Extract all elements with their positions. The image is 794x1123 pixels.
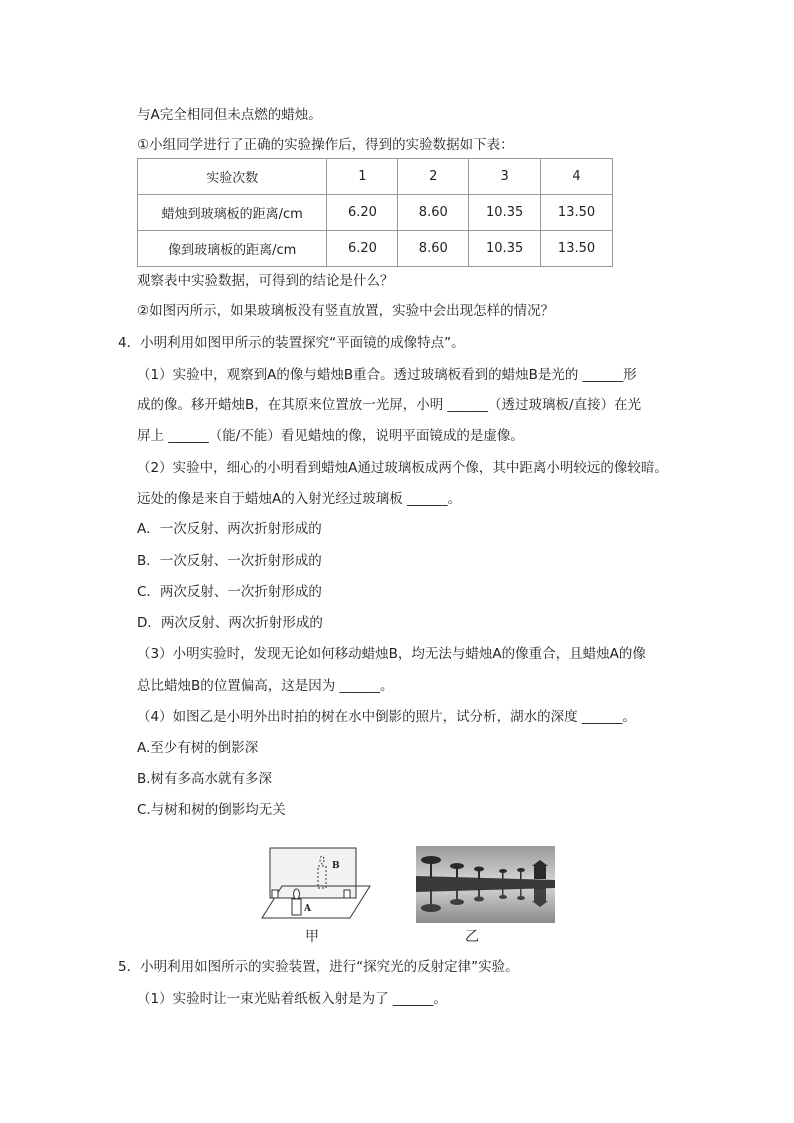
text-line-9: （2）实验中，细心的小明看到蜡烛A通过玻璃板成两个像，其中距离小明较远的像较暗。 <box>137 460 668 476</box>
text-line-2: ①小组同学进行了正确的实验操作后，得到的实验数据如下表： <box>137 137 514 153</box>
text-line-17: （4）如图乙是小明外出时拍的树在水中倒影的照片，试分析，湖水的深度 ______。 <box>137 709 636 725</box>
table-header-cell: 3 <box>469 159 541 195</box>
table-header-row <box>138 159 613 195</box>
table-cell: 10.35 <box>469 195 541 231</box>
table-header-cell: 1 <box>327 159 398 195</box>
text-line-8: 屏上 ______（能/不能）看见蜡烛的像，说明平面镜成的是虚像。 <box>137 428 524 444</box>
table-header-cell: 2 <box>398 159 469 195</box>
figure-jia-mirror-setup <box>258 844 374 924</box>
text-line-22: （1）实验时让一束光贴着纸板入射是为了 ______。 <box>137 991 447 1007</box>
option-d: D．两次反射、两次折射形成的 <box>137 615 323 631</box>
question-4-title: 4．小明利用如图甲所示的装置探究“平面镜的成像特点”。 <box>118 335 465 351</box>
figure-yi-reflection-photo <box>416 846 555 923</box>
table-row <box>138 195 613 231</box>
text-line-3: 观察表中实验数据，可得到的结论是什么？ <box>137 273 394 289</box>
candle-b-label: B <box>332 861 340 871</box>
figure-yi-caption: 乙 <box>465 929 479 945</box>
table-cell: 13.50 <box>541 231 613 267</box>
candle-a-label: A <box>304 904 311 914</box>
table-cell: 13.50 <box>541 195 613 231</box>
option-4c: C.与树和树的倒影均无关 <box>137 802 286 818</box>
table-cell: 6.20 <box>327 195 398 231</box>
table-header-cell: 实验次数 <box>138 159 327 195</box>
table-cell: 8.60 <box>398 231 469 267</box>
table-cell: 6.20 <box>327 231 398 267</box>
text-line-15: （3）小明实验时，发现无论如何移动蜡烛B，均无法与蜡烛A的像重合，且蜡烛A的像 <box>137 646 646 662</box>
experiment-data-table <box>137 158 613 267</box>
table-header-cell: 4 <box>541 159 613 195</box>
option-4b: B.树有多高水就有多深 <box>137 771 273 787</box>
figure-jia-caption: 甲 <box>305 929 319 945</box>
text-line-1: 与A完全相同但未点燃的蜡烛。 <box>137 107 322 123</box>
text-line-10: 远处的像是来自于蜡烛A的入射光经过玻璃板 ______。 <box>137 491 462 507</box>
option-4a: A.至少有树的倒影深 <box>137 740 259 756</box>
table-cell: 10.35 <box>469 231 541 267</box>
table-cell: 8.60 <box>398 195 469 231</box>
table-row <box>138 231 613 267</box>
text-line-7: 成的像。移开蜡烛B，在其原来位置放一光屏，小明 ______（透过玻璃板/直接）在光 <box>137 397 642 413</box>
option-b: B．一次反射、一次折射形成的 <box>137 553 322 569</box>
option-a: A．一次反射、两次折射形成的 <box>137 521 322 537</box>
text-line-6: （1）实验中，观察到A的像与蜡烛B重合。透过玻璃板看到的蜡烛B是光的 ______形 <box>137 367 637 383</box>
question-5-title: 5．小明利用如图所示的实验装置，进行“探究光的反射定律”实验。 <box>118 959 519 975</box>
option-c: C．两次反射、一次折射形成的 <box>137 584 322 600</box>
table-cell: 蜡烛到玻璃板的距离/cm <box>138 195 327 231</box>
table-cell: 像到玻璃板的距离/cm <box>138 231 327 267</box>
text-line-4: ②如图丙所示，如果玻璃板没有竖直放置，实验中会出现怎样的情况？ <box>137 303 555 319</box>
text-line-16: 总比蜡烛B的位置偏高，这是因为 ______。 <box>137 678 394 694</box>
